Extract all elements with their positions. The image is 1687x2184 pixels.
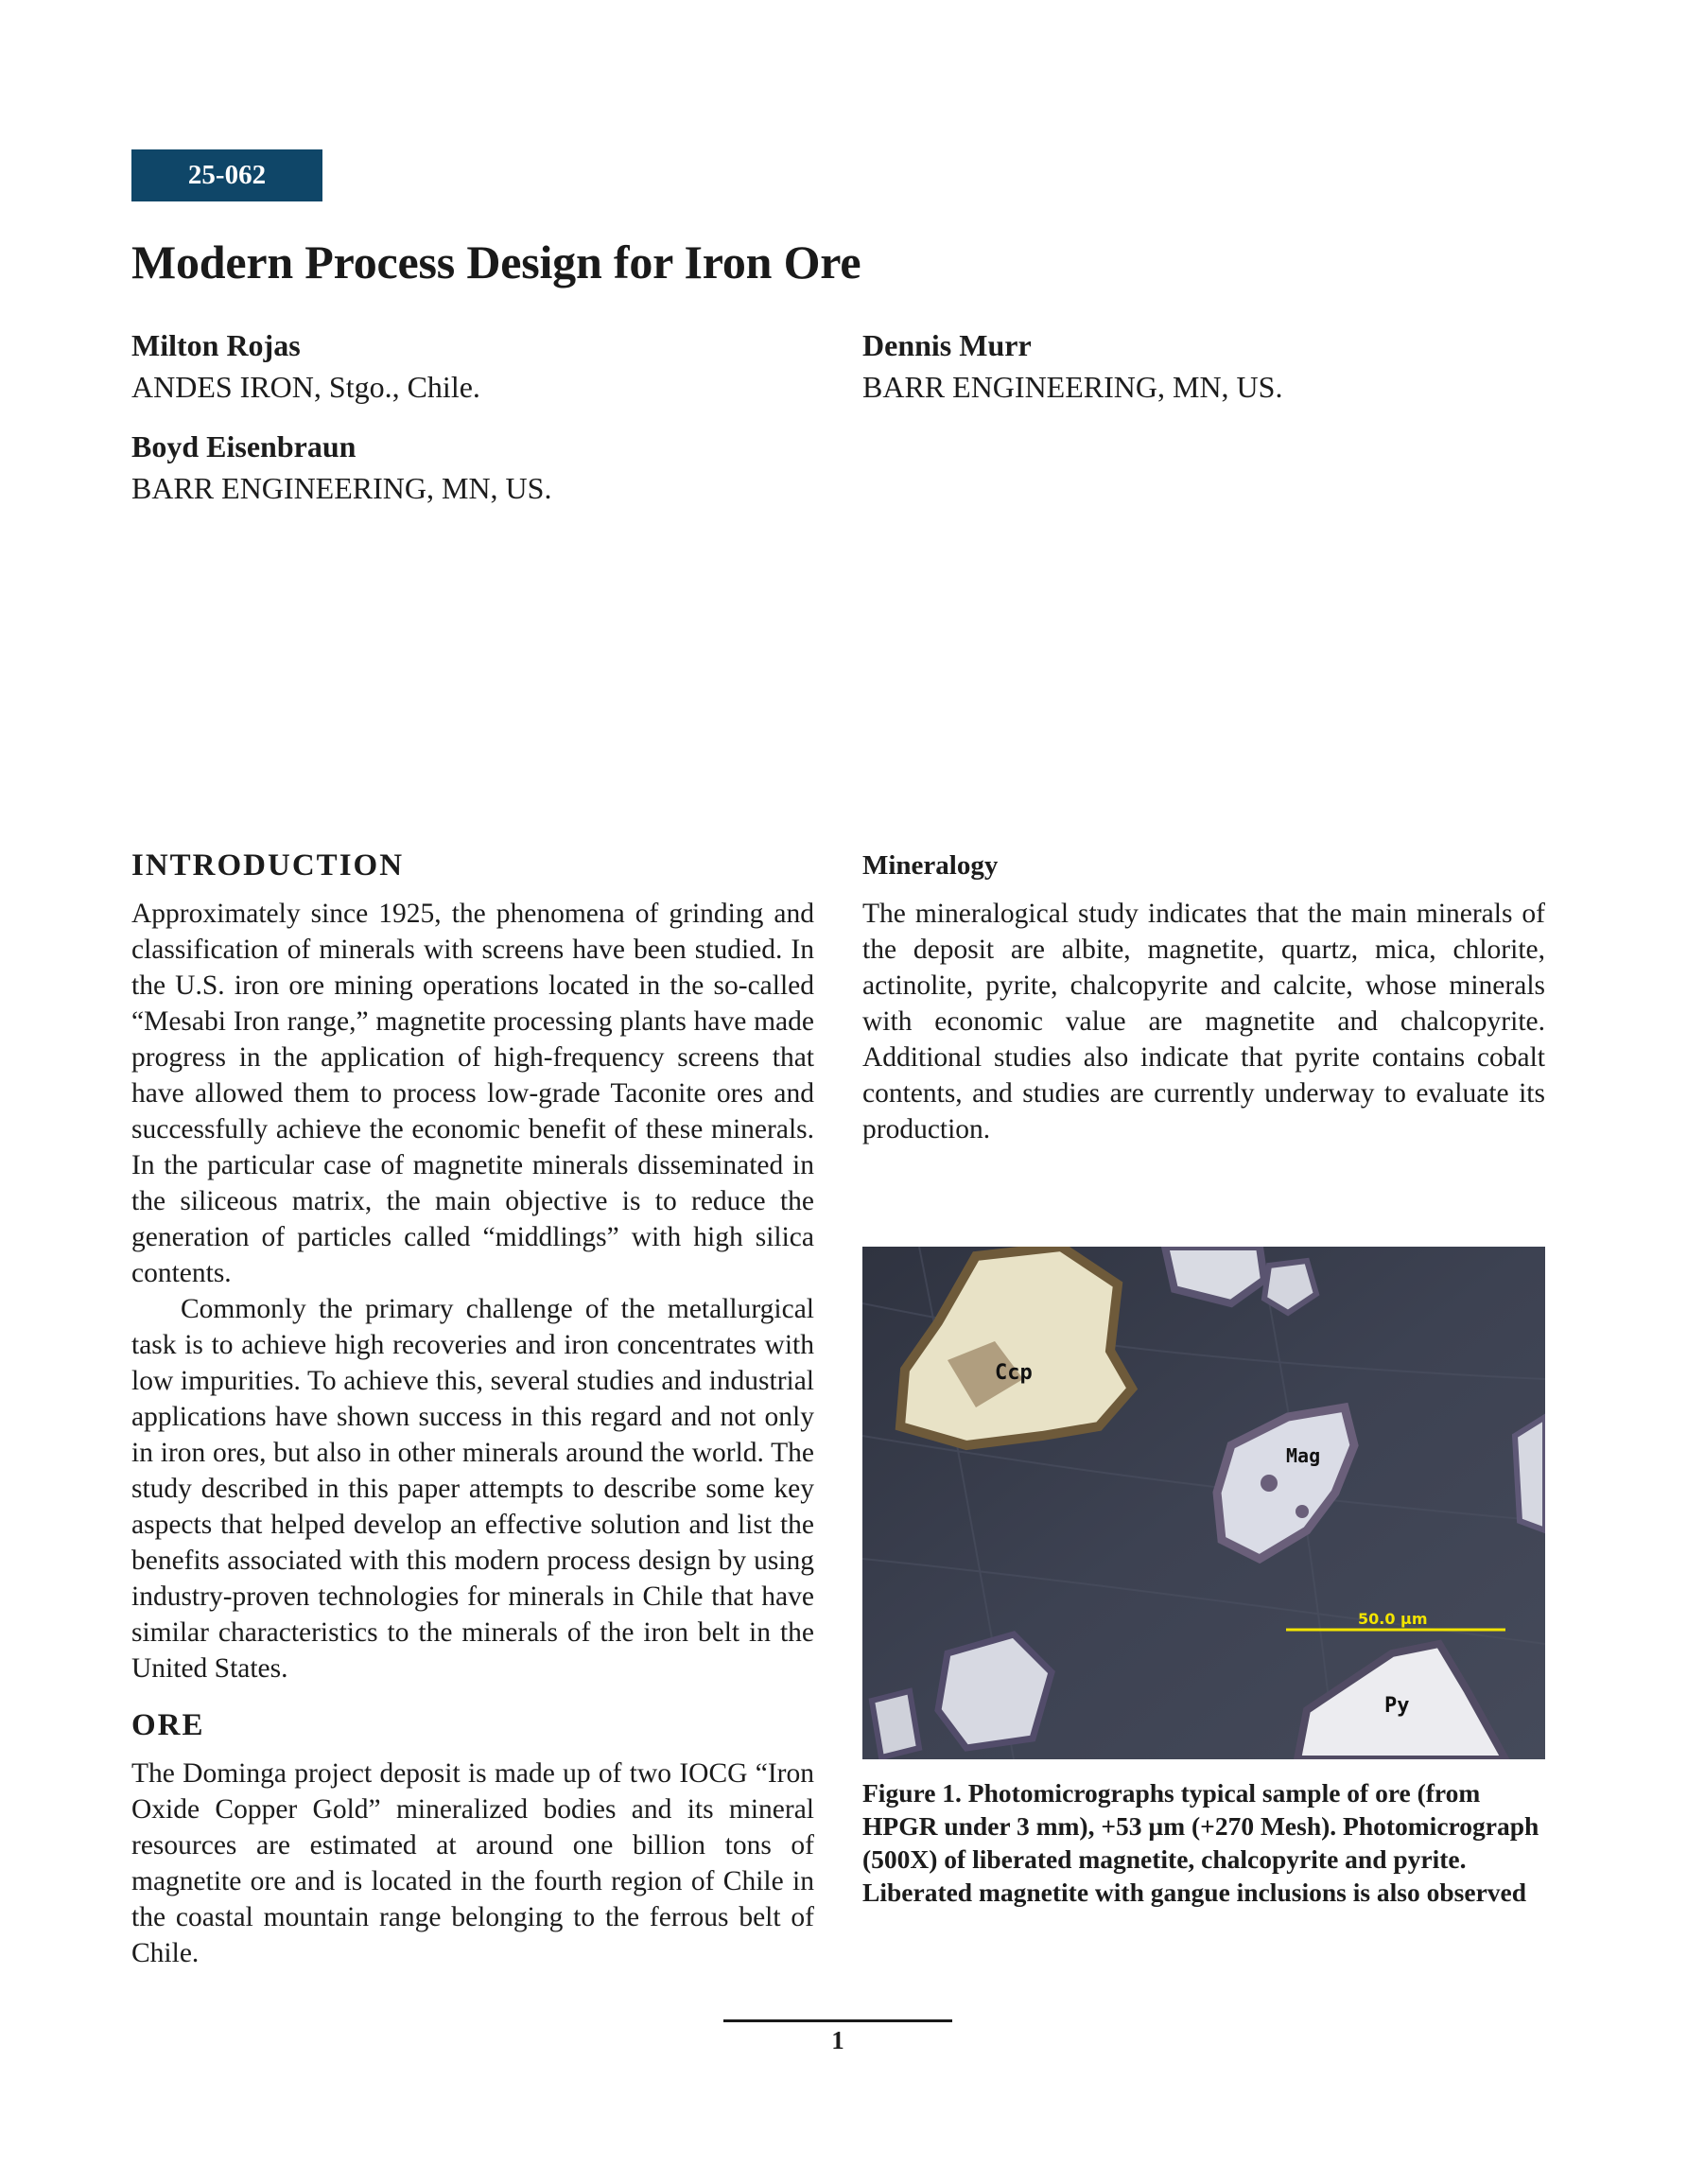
body-paragraph: Commonly the primary challenge of the metallurgical task is to achieve high recoveries and iron concentrates with low impurities. To achieve this, several studies and industrial applications have shown success in this regard and not only in iron ores, but also in other minerals around the world. The study described in this paper attempts to describe some key aspects that helped develop an effective solution and list the benefits associated with this modern process design by using industry-proven technologies for minerals in Chile that have similar characteristics to the minerals of the iron belt in the United States. [131, 1294, 814, 1684]
section-heading-ore: ORE [131, 1708, 205, 1742]
author-affiliation: ANDES IRON, Stgo., Chile. [131, 370, 480, 404]
figure-caption: Figure 1. Photomicrographs typical sample of ore (from HPGR under 3 mm), +53 µm (+270 Mesh). Photomicrograph (500X) of liberated magnetite, chalcopyrite and pyrite. Liberated magnetite with gangue inclusions is also observed [862, 1778, 1539, 1907]
author-affiliation: BARR ENGINEERING, MN, US. [131, 471, 552, 505]
subsection-heading-mineralogy: Mineralogy [862, 850, 999, 881]
body-paragraph: The mineralogical study indicates that the main minerals of the deposit are albite, magnetite, quartz, mica, chlorite, actinolite, pyrite, chalcopyrite and calcite, whose minerals with economic value are magnetite and chalcopyrite. Additional studies also indicate that pyrite contains cobalt contents, and studies are currently underway to evaluate its production. [862, 899, 1545, 1144]
footer-rule [723, 2019, 952, 2022]
photomicrograph-figure [862, 1247, 1545, 1759]
body-paragraph: The Dominga project deposit is made up of two IOCG “Iron Oxide Copper Gold” mineralized bodies and its mineral resources are estimated at around one billion tons of magnetite ore and is located in the fourth region of Chile in the coastal mountain range belonging to the ferrous belt of Chile. [131, 1758, 814, 1968]
mineral-label-py: Py [1384, 1694, 1410, 1718]
author-block [131, 426, 551, 509]
paper-id-badge: 25-062 [131, 149, 322, 201]
author-name: Milton Rojas [131, 328, 301, 362]
photomicrograph-image [862, 1247, 1545, 1759]
paper-title: Modern Process Design for Iron Ore [131, 236, 861, 288]
mineral-label-ccp: Ccp [995, 1361, 1033, 1385]
section-heading-introduction: INTRODUCTION [131, 848, 405, 882]
author-affiliation: BARR ENGINEERING, MN, US. [862, 370, 1283, 404]
author-name: Dennis Murr [862, 328, 1032, 362]
author-block [131, 324, 480, 408]
scale-bar-label: 50.0 µm [1358, 1610, 1428, 1628]
mineral-label-mag: Mag [1286, 1444, 1321, 1467]
page-number: 1 [831, 2026, 844, 2054]
body-paragraph: Approximately since 1925, the phenomena of grinding and classification of minerals with screens have been studied. In the U.S. iron ore mining operations located in the so-called “Mesabi Iron range,” magnetite processing plants have made progress in the application of high-frequency screens that have allowed them to process low-grade Taconite ores and successfully achieve the economic benefit of these minerals. In the particular case of magnetite minerals disseminated in the siliceous matrix, the main objective is to reduce the generation of particles called “middlings” with high silica contents. [131, 899, 814, 1288]
author-block [862, 324, 1282, 408]
author-name: Boyd Eisenbraun [131, 429, 357, 463]
